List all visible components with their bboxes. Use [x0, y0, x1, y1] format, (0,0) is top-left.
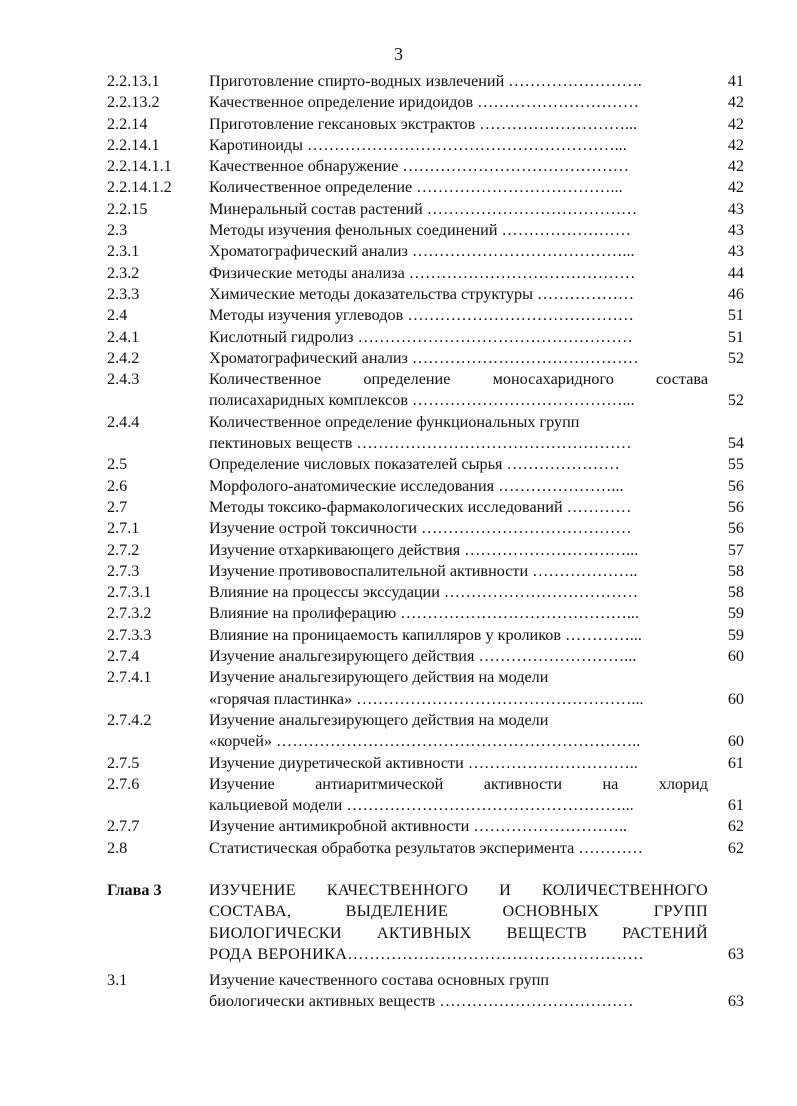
toc-entry-page: 51: [727, 306, 744, 325]
toc-entry-line: Качественное определение иридоидов …………………………: [209, 93, 640, 112]
toc-entry-line: Влияние на процессы экссудации ………………………………: [209, 583, 639, 602]
toc-entry-page: 52: [727, 391, 744, 410]
toc-entry-line: Изучение острой токсичности …………………………………: [209, 519, 632, 538]
toc-entry-title: [209, 625, 708, 646]
toc-entry: [107, 199, 744, 220]
toc-entry: [107, 497, 744, 518]
toc-entry-title: [209, 284, 708, 305]
toc-entry-line: Влияние на пролиферацию ……………………………………...: [209, 604, 639, 623]
toc-entry-page: 56: [727, 497, 744, 516]
toc-entry-page: 60: [727, 689, 744, 708]
toc-entry-title: [209, 305, 708, 326]
toc-entry-page: 42: [727, 114, 744, 133]
toc-entry-line: полисахаридных комплексов …………………………………...: [209, 391, 635, 410]
toc-entry-number: 2.2.14.1.2: [107, 178, 172, 197]
toc-entry-page: 52: [727, 348, 744, 367]
toc-entry-line: Качественное обнаружение ……………………………………: [209, 157, 629, 176]
toc-entry-page: 43: [727, 221, 744, 240]
toc-entry-number: 2.7.4.2: [107, 710, 152, 729]
toc-entry-line: Количественное определение ………………………………...: [209, 178, 623, 197]
toc-entry-title: [209, 114, 708, 135]
toc-entry-line: Методы токсико-фармакологических исследований …………: [209, 497, 632, 516]
toc-entry-page: 60: [727, 732, 744, 751]
toc-entry-title: [209, 970, 708, 1013]
toc-entry-number: 2.4.2: [107, 348, 140, 367]
toc-entry-number: 2.7.5: [107, 753, 140, 772]
toc-entry: [107, 625, 744, 646]
toc-entry-number: 2.4: [107, 306, 128, 325]
toc-entry: [107, 263, 744, 284]
toc-entry-line: Хроматографический анализ …………………………………...: [209, 242, 635, 261]
toc-entry-number: 2.7.3.3: [107, 625, 152, 644]
toc-entry-line: биологически активных веществ ………………………………: [209, 992, 634, 1011]
toc-entry: [107, 177, 744, 198]
toc-entry-page: 42: [727, 178, 744, 197]
toc-entry: [107, 284, 744, 305]
toc-entry: [107, 970, 744, 1013]
toc-entry-page: 58: [727, 583, 744, 602]
toc-entry: [107, 71, 744, 92]
toc-entry: [107, 327, 744, 348]
toc-entry-number: 2.3.2: [107, 263, 140, 282]
toc-entry-line: «горячая пластинка» ……………………………………………...: [209, 689, 644, 708]
toc-entry-number: 2.5: [107, 455, 128, 474]
toc-entry-title: [209, 241, 708, 262]
toc-entry-title: [209, 476, 708, 497]
toc-entry-page: 63: [727, 944, 744, 963]
toc-entry-title: [209, 412, 708, 455]
toc-entry: [107, 241, 744, 262]
toc-entry-number: 2.7.3.1: [107, 583, 152, 602]
toc-entry-number: 2.2.14.1: [107, 135, 160, 154]
toc-entry-line: Определение числовых показателей сырья …………………: [209, 455, 620, 474]
toc-entry-title: [209, 497, 708, 518]
toc-entry-line: БИОЛОГИЧЕСКИ АКТИВНЫХ ВЕЩЕСТВ РАСТЕНИЙ: [209, 923, 708, 942]
toc-entry-line: Изучение анальгезирующего действия на модели: [209, 668, 549, 687]
toc-entry: [107, 92, 744, 113]
toc-entry-page: 61: [727, 796, 744, 815]
toc-entry-line: Приготовление спирто-водных извлечений …………………….: [209, 72, 642, 90]
toc-entry: [107, 667, 744, 710]
toc-entry-number: 2.2.15: [107, 199, 148, 218]
table-of-contents: [107, 71, 744, 1013]
toc-entry-number: 2.7.1: [107, 519, 140, 538]
toc-entry-title: [209, 156, 708, 177]
toc-entry-number: 2.7.3.2: [107, 604, 152, 623]
toc-entry-number: 2.3: [107, 221, 128, 240]
toc-entry-title: [209, 880, 708, 965]
toc-entry: [107, 220, 744, 241]
toc-entry: [107, 114, 744, 135]
toc-entry-page: 61: [727, 753, 744, 772]
toc-entry-title: [209, 816, 708, 837]
toc-entry-number: 2.2.14.1.1: [107, 157, 172, 176]
toc-entry-title: [209, 518, 708, 539]
toc-entry-number: 2.4.4: [107, 412, 140, 431]
toc-entry-title: [209, 369, 708, 412]
toc-entry-title: [209, 177, 708, 198]
toc-entry: [107, 369, 744, 412]
toc-entry-title: [209, 348, 708, 369]
toc-entry-title: [209, 774, 708, 817]
toc-entry-line: Изучение анальгезирующего действия ………………………...: [209, 647, 637, 666]
toc-entry: [107, 518, 744, 539]
toc-entry-line: Статистическая обработка результатов эксперимента …………: [209, 838, 644, 857]
toc-entry-title: [209, 327, 708, 348]
toc-entry-line: Изучение противовоспалительной активности ………………..: [209, 561, 638, 580]
toc-entry: [107, 135, 744, 156]
toc-entry-line: «корчей» …………………………………………………………..: [209, 732, 641, 751]
toc-entry-line: Методы изучения фенольных соединений ……………………: [209, 221, 632, 240]
toc-entry-line: пектиновых веществ ……………………………………………: [209, 434, 632, 453]
toc-entry-number: 2.4.1: [107, 327, 140, 346]
toc-entry-title: [209, 667, 708, 710]
toc-entry-number: 2.7: [107, 497, 128, 516]
toc-entry: [107, 540, 744, 561]
toc-entry-number: 2.2.13.1: [107, 72, 160, 90]
toc-entry-page: 54: [727, 434, 744, 453]
toc-entry-number: 2.4.3: [107, 370, 140, 389]
chapter-entry: [107, 880, 744, 965]
toc-entry-number: 2.2.13.2: [107, 93, 160, 112]
toc-entry-number: 2.2.14: [107, 114, 148, 133]
toc-entry: [107, 305, 744, 326]
toc-entry-number: 2.3.1: [107, 242, 140, 261]
toc-entry-title: [209, 220, 708, 241]
toc-entry-title: [209, 838, 708, 859]
toc-entry: [107, 412, 744, 455]
toc-entry: [107, 454, 744, 475]
toc-entry-line: Приготовление гексановых экстрактов ………………………...: [209, 114, 638, 133]
toc-entry-line: Изучение антиаритмической активности на хлорид: [209, 774, 708, 793]
toc-entry-title: [209, 646, 708, 667]
toc-entry-page: 63: [727, 992, 744, 1011]
toc-entry-page: 56: [727, 476, 744, 495]
toc-entry-title: [209, 92, 708, 113]
toc-entry-line: Каротиноиды …………………………………………………...: [209, 135, 627, 154]
toc-entry: [107, 816, 744, 837]
toc-entry: [107, 156, 744, 177]
toc-entry-line: Изучение анальгезирующего действия на модели: [209, 710, 549, 729]
toc-entry-number: 3.1: [107, 971, 128, 990]
toc-entry-line: СОСТАВА, ВЫДЕЛЕНИЕ ОСНОВНЫХ ГРУПП: [209, 902, 708, 921]
toc-entry: [107, 753, 744, 774]
toc-entry-page: 59: [727, 604, 744, 623]
toc-entry: [107, 838, 744, 859]
toc-entry-page: 57: [727, 540, 744, 559]
toc-entry-page: 42: [727, 93, 744, 112]
toc-entry-number: 2.7.3: [107, 561, 140, 580]
toc-entry-line: Минеральный состав растений …………………………………: [209, 199, 638, 218]
toc-entry-page: 62: [727, 817, 744, 836]
toc-entry-title: [209, 710, 708, 753]
toc-entry-title: [209, 603, 708, 624]
toc-entry-number: Глава 3: [107, 880, 162, 899]
toc-entry-page: 51: [727, 327, 744, 346]
toc-entry-title: [209, 263, 708, 284]
toc-entry-page: 46: [727, 284, 744, 303]
toc-entry-line: Морфолого-анатомические исследования …………………...: [209, 476, 624, 495]
toc-entry-title: [209, 582, 708, 603]
toc-entry: [107, 348, 744, 369]
toc-entry-number: 2.7.2: [107, 540, 140, 559]
toc-entry-number: 2.7.6: [107, 774, 140, 793]
toc-entry-line: Изучение диуретической активности …………………………..: [209, 753, 638, 772]
toc-entry-page: 56: [727, 519, 744, 538]
toc-entry-page: 41: [727, 72, 744, 90]
page-number: 3: [394, 44, 403, 64]
toc-entry: [107, 710, 744, 753]
toc-entry-page: 55: [727, 455, 744, 474]
toc-entry-line: РОДА ВЕРОНИКА………………………………………………: [209, 944, 644, 963]
toc-entry-page: 42: [727, 135, 744, 154]
toc-entry-number: 2.7.4.1: [107, 668, 152, 687]
toc-entry: [107, 603, 744, 624]
toc-entry-line: Изучение отхаркивающего действия …………………………...: [209, 540, 639, 559]
toc-entry-line: Количественное определение моносахаридного состава: [209, 370, 708, 389]
toc-entry-page: 58: [727, 561, 744, 580]
toc-entry-number: 2.6: [107, 476, 128, 495]
toc-entry-title: [209, 71, 708, 92]
toc-entry-line: ИЗУЧЕНИЕ КАЧЕСТВЕННОГО И КОЛИЧЕСТВЕННОГО: [209, 880, 708, 899]
toc-entry-line: Изучение антимикробной активности ………………………..: [209, 817, 628, 836]
toc-entry-page: 62: [727, 838, 744, 857]
toc-entry-line: Методы изучения углеводов ……………………………………: [209, 306, 634, 325]
toc-entry-page: 59: [727, 625, 744, 644]
toc-entry-title: [209, 454, 708, 475]
toc-entry-line: Кислотный гидролиз ……………………………………………: [209, 327, 633, 346]
toc-entry-page: 42: [727, 157, 744, 176]
toc-entry: [107, 646, 744, 667]
toc-entry-line: Влияние на проницаемость капилляров у кроликов …………...: [209, 625, 642, 644]
toc-entry-page: 60: [727, 647, 744, 666]
toc-entry-page: 44: [727, 263, 744, 282]
toc-entry-number: 2.8: [107, 838, 128, 857]
toc-entry: [107, 561, 744, 582]
toc-entry-number: 2.7.7: [107, 817, 140, 836]
toc-entry-line: Хроматографический анализ ……………………………………: [209, 348, 639, 367]
toc-entry-page: 43: [727, 242, 744, 261]
toc-entry-page: 43: [727, 199, 744, 218]
toc-entry-line: Количественное определение функциональных групп: [209, 412, 580, 431]
toc-entry: [107, 774, 744, 817]
toc-entry-title: [209, 135, 708, 156]
toc-entry-line: Физические методы анализа ……………………………………: [209, 263, 636, 282]
toc-entry-title: [209, 540, 708, 561]
toc-entry-title: [209, 753, 708, 774]
toc-entry-title: [209, 199, 708, 220]
toc-entry: [107, 476, 744, 497]
toc-entry-title: [209, 561, 708, 582]
toc-entry-number: 2.7.4: [107, 647, 140, 666]
toc-entry-line: Изучение качественного состава основных групп: [209, 971, 550, 990]
toc-entry-line: Химические методы доказательства структуры ………………: [209, 284, 635, 303]
toc-entry-number: 2.3.3: [107, 284, 140, 303]
toc-entry: [107, 582, 744, 603]
toc-entry-line: кальциевой модели ……………………………………………...: [209, 796, 634, 815]
